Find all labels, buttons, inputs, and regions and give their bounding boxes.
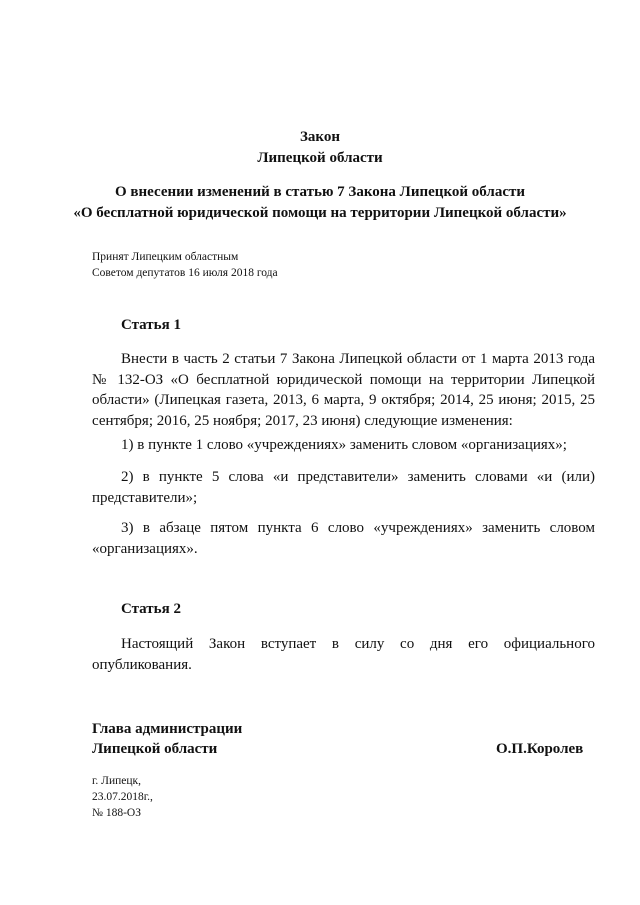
footer-number: № 188-ОЗ — [92, 807, 141, 819]
signatory-position-line1: Глава администрации — [92, 721, 243, 737]
adoption-note — [92, 249, 278, 281]
document-region: Липецкой области — [257, 150, 383, 166]
document-subtitle-line2: «О бесплатной юридической помощи на территории Липецкой области» — [73, 205, 567, 221]
adoption-line2: Советом депутатов 16 июля 2018 года — [92, 267, 278, 279]
article-1-item-1: 1) в пункте 1 слово «учреждениях» заменить словом «организациях»; — [121, 437, 567, 453]
document-subtitle-line1: О внесении изменений в статью 7 Закона Липецкой области — [115, 184, 525, 200]
signatory-name: О.П.Королев — [496, 741, 584, 757]
article-1-text: Внести в часть 2 статьи 7 Закона Липецкой области от 1 марта 2013 года № 132-ОЗ «О бесплатной юридической помощи на территории Липецкой области» (Липецкая газета, 2013, 6 марта, 9 октября; 2014, 25 июня; 2015, 25 сентября; 2016, 25 ноября; 2017, 23 июня) следующие изменения: — [92, 351, 595, 429]
document-footer — [92, 773, 153, 821]
signatory-position — [92, 719, 242, 759]
article-2-heading: Статья 2 — [121, 601, 181, 617]
document-type: Закон — [299, 129, 340, 145]
adoption-line1: Принят Липецким областным — [92, 251, 239, 263]
article-1-item-2: 2) в пункте 5 слова «и представители» заменить словами «и (или) представители»; — [92, 469, 595, 506]
footer-date: 23.07.2018г., — [92, 791, 153, 803]
footer-city: г. Липецк, — [92, 775, 141, 787]
article-2-text: Настоящий Закон вступает в силу со дня его официального опубликования. — [92, 636, 595, 673]
article-1-item-3: 3) в абзаце пятом пункта 6 слово «учреждениях» заменить словом «организациях». — [92, 520, 595, 557]
signatory-position-line2: Липецкой области — [92, 741, 218, 757]
article-1-heading: Статья 1 — [121, 317, 181, 333]
